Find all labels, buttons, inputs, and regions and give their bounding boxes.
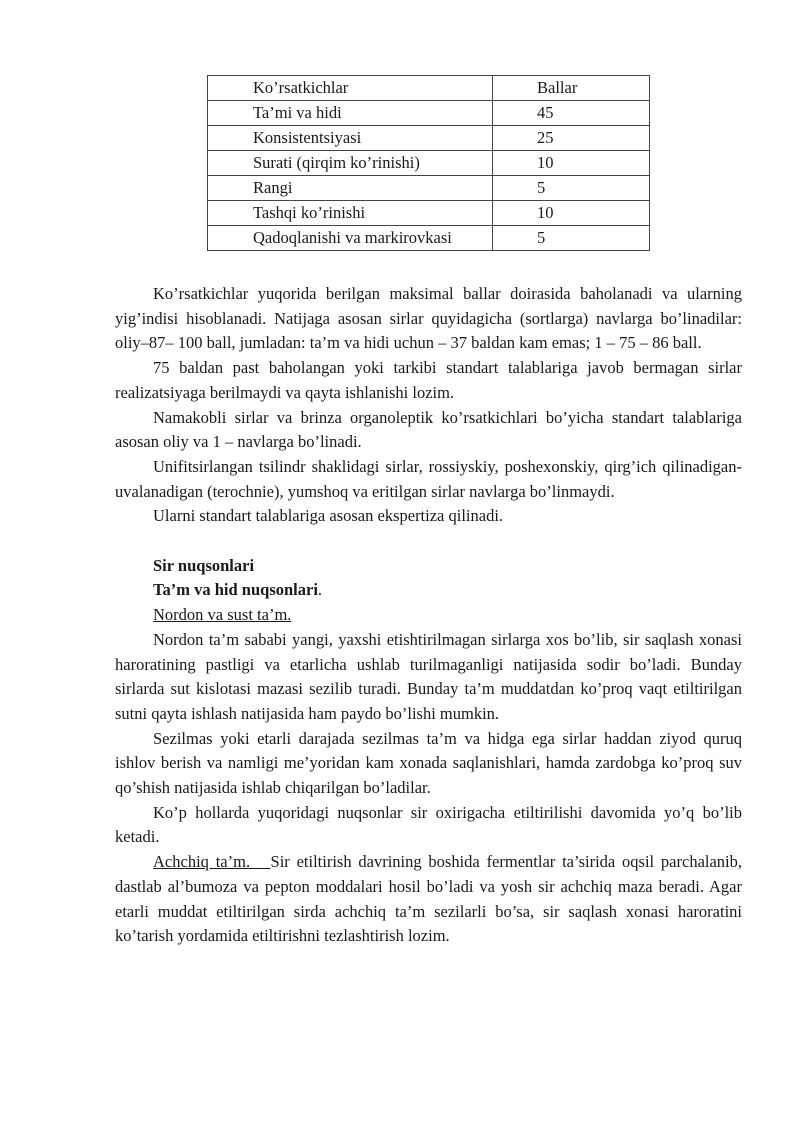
table-cell-score: 5 xyxy=(493,176,650,201)
subheading-sour-taste: Nordon va sust ta’m. xyxy=(153,605,292,625)
table-row xyxy=(208,101,650,126)
table-cell-indicator: Ta’mi va hidi xyxy=(208,101,493,126)
table-header-indicators: Ko’rsatkichlar xyxy=(208,76,493,101)
subheading-bitter-taste: Achchiq ta’m. xyxy=(153,852,251,872)
table-row xyxy=(208,126,650,151)
table-cell-indicator: Rangi xyxy=(208,176,493,201)
table-cell-indicator: Tashqi ko’rinishi xyxy=(208,201,493,226)
paragraph-grading: Ko’rsatkichlar yuqorida berilgan maksimal ballar doirasida baholanadi va ularning yig’indisi hisoblanadi. Natijaga asosan sirlar quyidagicha (sortlarga) navlarga bo’linadilar: oliy–87– 100 ball, jumladan: ta’m va hidi uchun – 37 baldan kam emas; 1 – 75 – 86 ball. xyxy=(115,284,742,353)
subsection-heading-text: Ta’m va hid nuqsonlari xyxy=(153,580,318,600)
paragraph-brine-cheese: Namakobli sirlar va brinza organoleptik ko’rsatkichlari bo’yicha standart talablariga asosan oliy va 1 – navlarga bo’linadi. xyxy=(115,407,742,452)
table-header-row xyxy=(208,76,650,101)
table-cell-indicator: Qadoqlanishi va markirovkasi xyxy=(208,226,493,251)
blank-line xyxy=(115,529,742,554)
table-cell-indicator: Konsistentsiyasi xyxy=(208,126,493,151)
paragraph-sour-taste: Nordon ta’m sababi yangi, yaxshi etishtirilmagan sirlarga xos bo’lib, sir saqlash xonasi haroratining pastligi va etarlicha ushlab turilmaganligi natijasida sodir bo’ladi. Bunday sirlarda sut kislotasi mazasi sezilib turadi. Bunday ta’m muddatdan ko’proq vaqt etiltirilgan sutni qayta ishlash natijasida ham paydo bo’lishi mumkin. xyxy=(115,629,742,723)
table-cell-score: 10 xyxy=(493,151,650,176)
table-cell-score: 45 xyxy=(493,101,650,126)
table-row xyxy=(208,151,650,176)
paragraph-weak-taste: Sezilmas yoki etarli darajada sezilmas ta’m va hidga ega sirlar haddan ziyod quruq ishlov berish va namligi me’yoridan kam xonada saqlanishlari, hamda zardobga ko’proq suv qo’shish natijasida ishlab chiqarilgan bo’ladilar. xyxy=(115,728,742,798)
subsection-heading-taste xyxy=(115,578,742,603)
table-row xyxy=(208,226,650,251)
paragraph-bitter-taste xyxy=(115,850,742,949)
paragraph-defects-vanish: Ko’p hollarda yuqoridagi nuqsonlar sir oxirigacha etiltirilishi davomida yo’q bo’lib ketadi. xyxy=(115,802,742,847)
scores-table xyxy=(207,75,650,251)
table-cell-score: 25 xyxy=(493,126,650,151)
table-cell-score: 10 xyxy=(493,201,650,226)
subheading-sour-taste-line xyxy=(115,603,742,628)
paragraph-rejection: 75 baldan past baholangan yoki tarkibi standart talablariga javob bermagan sirlar realizatsiyaga berilmaydi va qayta ishlanishi lozim. xyxy=(115,358,742,402)
section-heading-defects: Sir nuqsonlari xyxy=(153,555,255,575)
body-text xyxy=(115,282,742,949)
table-row xyxy=(208,176,650,201)
table-cell-indicator: Surati (qirqim ko’rinishi) xyxy=(208,151,493,176)
subsection-heading-period: . xyxy=(317,580,323,600)
table-cell-score: 5 xyxy=(493,226,650,251)
paragraph-bitter-taste-text: Sir etiltirish davrining boshida fermentlar ta’sirida oqsil parchalanib, dastlab al’bumoza va pepton moddalari hosil bo’ladi va yosh sir achchiq maza beradi. Agar etarli muddat etiltirilgan sirda achchiq ta’m sezilarli bo’sa, sir saqlash xonasi haroratini ko’tarish yordamida etiltirishni tezlashtirish lozim. xyxy=(115,852,743,946)
paragraph-expertise: Ularni standart talablariga asosan ekspertiza qilinadi. xyxy=(153,506,504,526)
paragraph-unified-cheese: Unifitsirlangan tsilindr shaklidagi sirlar, rossiyskiy, poshexonskiy, qirg’ich qilinadigan-uvalanadigan (terochnie), yumshoq va eritilgan sirlar navlarga bo’linmaydi. xyxy=(115,456,742,501)
table-row xyxy=(208,201,650,226)
table-header-points: Ballar xyxy=(493,76,650,101)
